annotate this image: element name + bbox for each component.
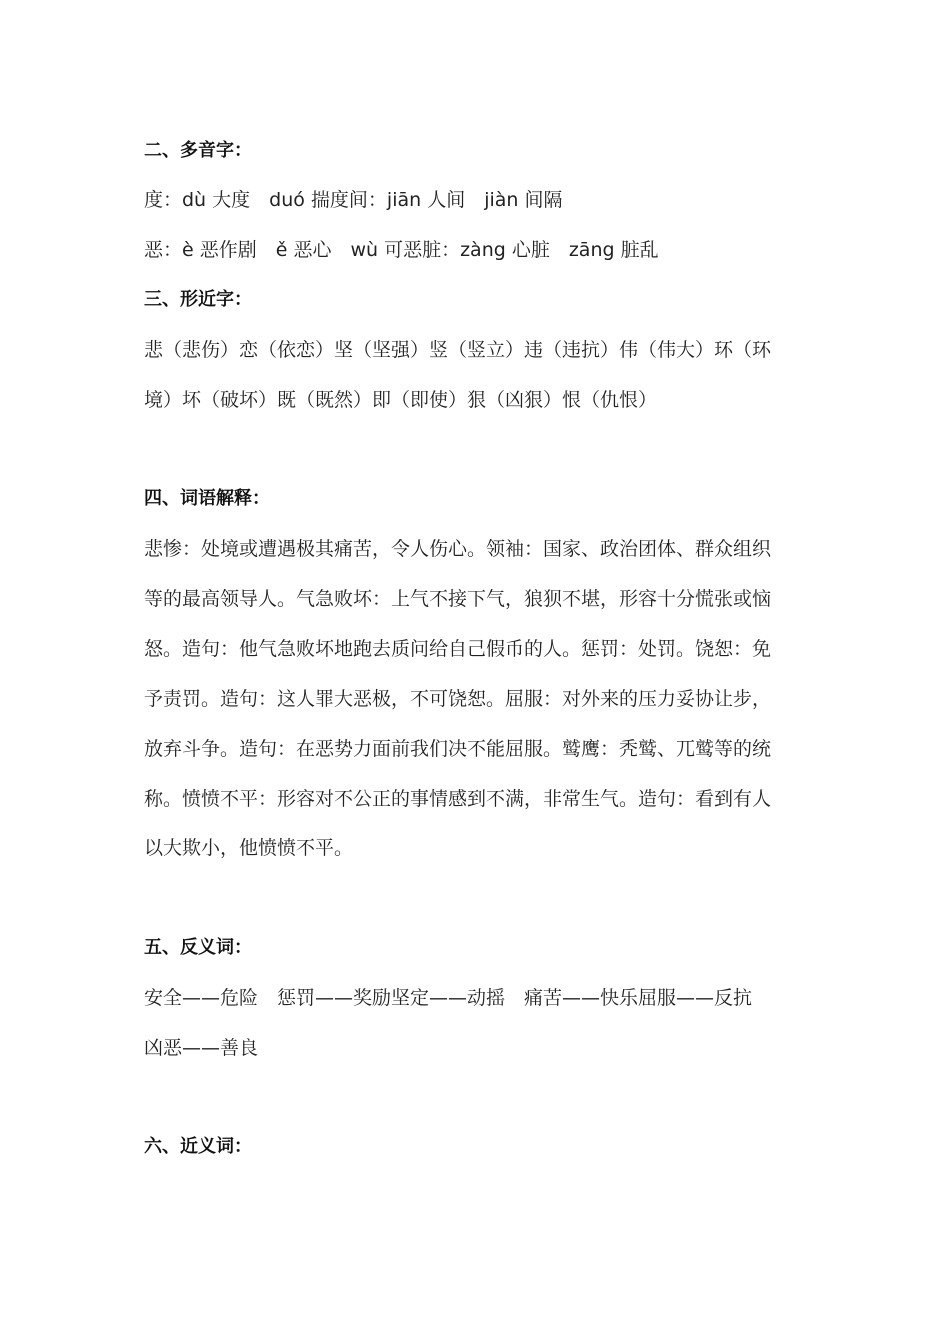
section-heading-synonyms: 六、近义词： [144,1136,252,1157]
text-line: 怒。造句：他气急败坏地跑去质问给自己假币的人。惩罚：处罚。饶恕：免 [144,638,772,660]
section-heading-polyphones: 二、多音字： [144,140,252,161]
text-line: 予责罚。造句：这人罪大恶极，不可饶恕。屈服：对外来的压力妥协让步， [144,688,772,710]
text-line: 悲（悲伤）恋（依恋）坚（坚强）竖（竖立）违（违抗）伟（伟大）环（环 [144,339,772,361]
text-line: 放弃斗争。造句：在恶势力面前我们决不能屈服。鹫鹰：秃鹫、兀鹫等的统 [144,738,772,760]
section-heading-antonyms: 五、反义词： [144,937,252,958]
section-heading-explanations: 四、词语解释： [144,488,270,509]
text-line: 凶恶——善良 [144,1037,259,1059]
section-heading-similar-chars: 三、形近字： [144,289,252,310]
text-line: 境）坏（破坏）既（既然）即（即使）狠（凶狠）恨（仇恨） [144,389,658,411]
text-line: 等的最高领导人。气急败坏：上气不接下气，狼狈不堪，形容十分慌张或恼 [144,588,772,610]
text-line: 称。愤愤不平：形容对不公正的事情感到不满，非常生气。造句：看到有人 [144,788,772,810]
text-line: 恶：è 恶作剧 ě 恶心 wù 可恶脏：zàng 心脏 zāng 脏乱 [144,239,659,261]
text-line: 悲惨：处境或遭遇极其痛苦，令人伤心。领袖：国家、政治团体、群众组织 [144,538,772,560]
text-line: 以大欺小，他愤愤不平。 [144,837,354,859]
text-line: 度：dù 大度 duó 揣度间：jiān 人间 jiàn 间隔 [144,189,563,211]
text-line: 安全——危险 惩罚——奖励坚定——动摇 痛苦——快乐屈服——反抗 [144,987,753,1009]
